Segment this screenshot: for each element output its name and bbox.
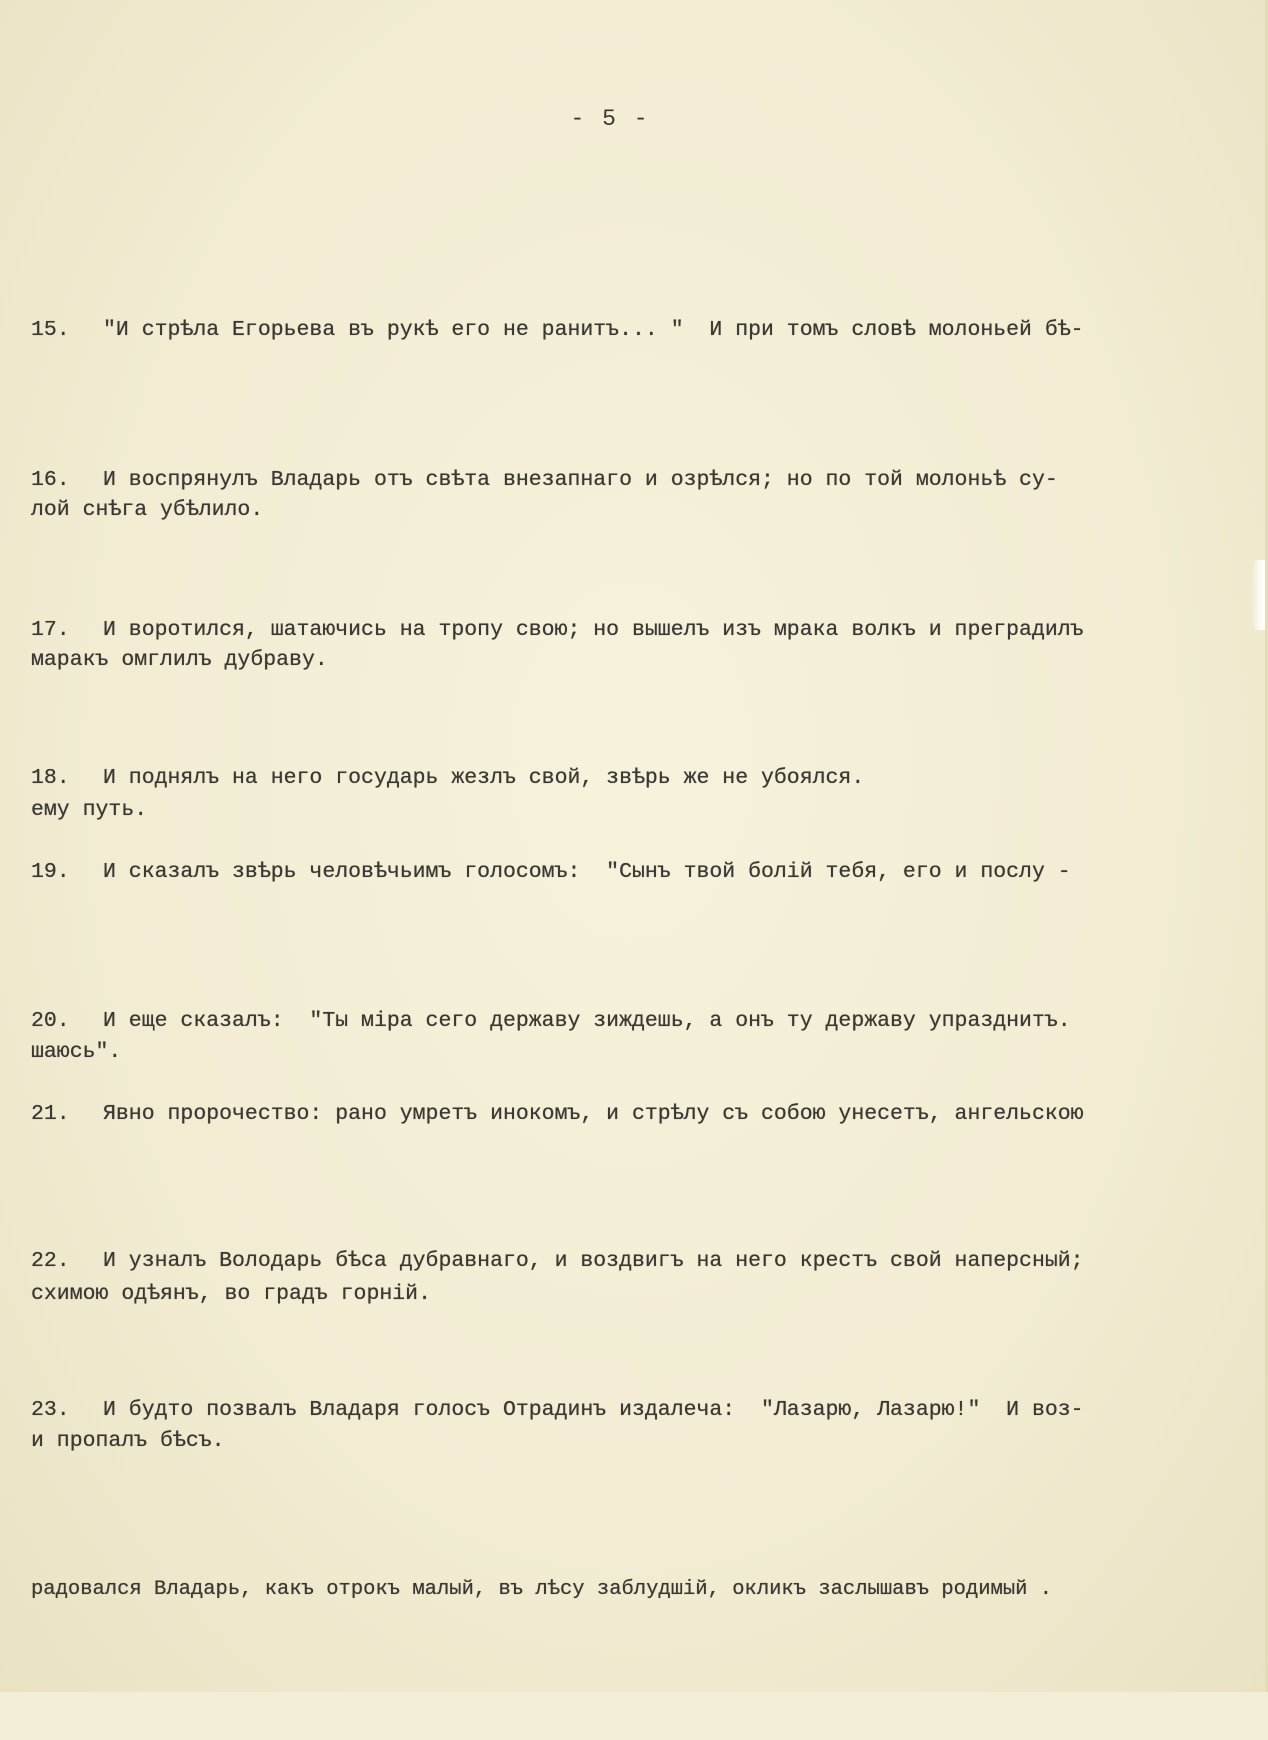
page-number: - 5 - xyxy=(570,106,650,132)
verse-text: И воротился, шатаючись на тропу свою; но вышелъ изъ мрака волкъ и преградилъ xyxy=(103,618,1084,642)
verse-number: 17. xyxy=(31,618,70,642)
verse-text: схимою одѣянъ, во градъ горнiй. xyxy=(31,1282,431,1306)
paper-tear-mark xyxy=(1251,560,1265,630)
verse-text: шаюсь". xyxy=(31,1040,122,1064)
verse-text: И узналъ Володарь бѣса дубравнаго, и воздвигъ на него крестъ свой наперсный; xyxy=(103,1249,1084,1273)
verse-text: ему путь. xyxy=(31,798,148,822)
verse-text: Явно пророчество: рано умретъ инокомъ, и стрѣлу съ собою унесетъ, ангельскою xyxy=(103,1102,1084,1126)
verse-text: "И стрѣла Егорьева въ рукѣ его не ранитъ... " И при томъ словѣ молоньей бѣ- xyxy=(103,318,1084,342)
verse-number: 18. xyxy=(31,766,70,790)
verse-23 xyxy=(31,1260,1261,1740)
verse-text: и пропалъ бѣсъ. xyxy=(31,1429,225,1453)
verse-text: маракъ омглилъ дубраву. xyxy=(31,648,328,672)
verse-number: 16. xyxy=(31,468,70,492)
verse-number: 21. xyxy=(31,1102,70,1126)
verse-text: радовался Владарь, какъ отрокъ малый, въ лѣсу заблудшiй, окликъ заслышавъ родимый . xyxy=(31,1578,1053,1601)
verse-text: лой снѣга убѣлило. xyxy=(31,498,264,522)
verse-line xyxy=(31,1380,1261,1440)
verse-number: 23. xyxy=(31,1398,70,1422)
verse-number: 22. xyxy=(31,1249,70,1273)
verse-text: И сказалъ звѣрь человѣчьимъ голосомъ: "Сынъ твой болiй тебя, его и послу - xyxy=(103,860,1071,884)
verse-text: И поднялъ на него государь жезлъ свой, звѣрь же не убоялся. xyxy=(103,766,865,790)
verse-text: И еще сказалъ: "Ты мiра сего державу зиждешь, а онъ ту державу упразднитъ. xyxy=(103,1009,1071,1033)
verse-text: И будто позвалъ Владаря голосъ Отрадинъ издалеча: "Лазарю, Лазарю!" И воз- xyxy=(103,1398,1084,1422)
verse-text: И воспрянулъ Владарь отъ свѣта внезапнаго и озрѣлся; но по той молоньѣ су- xyxy=(103,468,1058,492)
verse-number: 15. xyxy=(31,318,70,342)
verse-number: 20. xyxy=(31,1009,70,1033)
verse-number: 19. xyxy=(31,860,70,884)
verse-line xyxy=(31,1560,1261,1620)
